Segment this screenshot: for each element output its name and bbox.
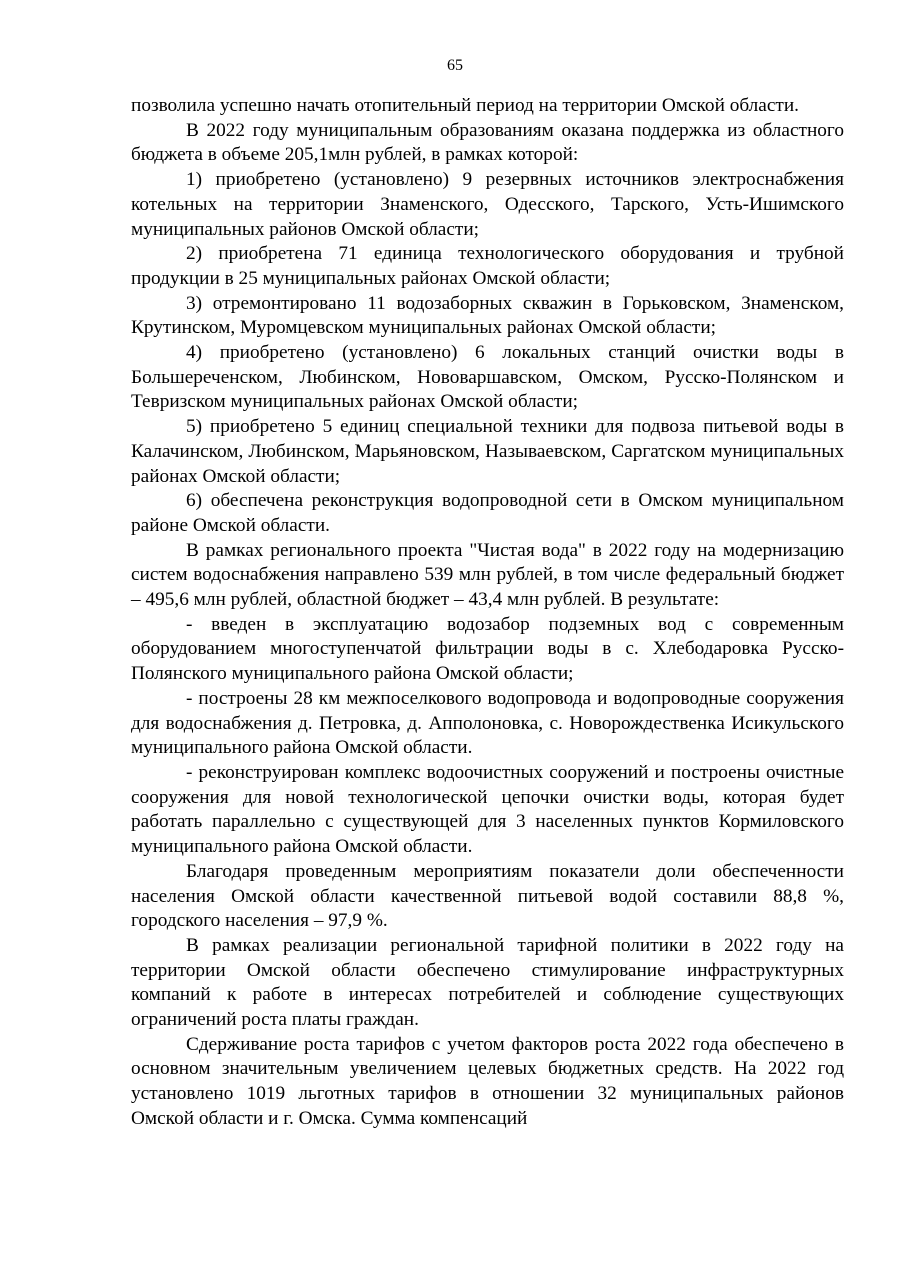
list-item-water-wells: 3) отремонтировано 11 водозаборных скважин в Горьковском, Знаменском, Крутинском, Муромцевском муниципальных районах Омской области; — [131, 292, 844, 339]
list-item-power-sources: 1) приобретено (установлено) 9 резервных источников электроснабжения котельных на территории Знаменского, Одесского, Тарского, Усть-Ишимского муниципальных районов Омской области; — [131, 169, 844, 240]
list-item-purification-stations: 4) приобретено (установлено) 6 локальных станций очистки воды в Большереченском, Любинском, Нововаршавском, Омском, Русско-Полянском и Тевризском муниципальных районах Омской области; — [131, 342, 844, 413]
document-body — [131, 94, 844, 1132]
paragraph-tariff-policy: В рамках реализации региональной тарифной политики в 2022 году на территории Омской области обеспечено стимулирование инфраструктурных компаний к работе в интересах потребителей и соблюдение существующих ограничений роста платы граждан. — [131, 934, 844, 1031]
paragraph-heating-season: позволила успешно начать отопительный период на территории Омской области. — [131, 95, 799, 116]
bullet-item-water-intake: - введен в эксплуатацию водозабор подземных вод с современным оборудованием многоступенчатой фильтрации воды в с. Хлебодаровка Русско-Полянского муниципального района Омской области; — [131, 613, 844, 685]
list-item-special-vehicles: 5) приобретено 5 единиц специальной техники для подвоза питьевой воды в Калачинском, Любинском, Марьяновском, Называевском, Саргатском муниципальных районах Омской области; — [131, 416, 844, 487]
paragraph-clean-water-project: В рамках регионального проекта "Чистая вода" в 2022 году на модернизацию систем водоснабжения направлено 539 млн рублей, в том числе федеральный бюджет – 495,6 млн рублей, областной бюджет – 43,4 млн рублей. В результате: — [131, 539, 844, 611]
list-item-equipment: 2) приобретена 71 единица технологического оборудования и трубной продукции в 25 муниципальных районах Омской области; — [131, 243, 844, 289]
paragraph-municipal-support: В 2022 году муниципальным образованиям оказана поддержка из областного бюджета в объеме 205,1млн рублей, в рамках которой: — [131, 119, 844, 166]
paragraph-tariff-containment: Сдерживание роста тарифов с учетом факторов роста 2022 года обеспечено в основном значительным увеличением целевых бюджетных средств. На 2022 год установлено 1019 льготных тарифов в отношении 32 муниципальных районов Омской области и г. Омска. Сумма компенсаций — [131, 1033, 844, 1129]
bullet-item-water-pipeline: - построены 28 км межпоселкового водопровода и водопроводные сооружения для водоснабжения д. Петровка, д. Апполоновка, с. Новорождественка Исикульского муниципального района Омской области. — [131, 687, 844, 759]
paragraph-water-quality-indicators: Благодаря проведенным мероприятиям показатели доли обеспеченности населения Омской области качественной питьевой водой составили 88,8 %, городского населения – 97,9 %. — [131, 860, 844, 932]
list-item-network-reconstruction: 6) обеспечена реконструкция водопроводной сети в Омском муниципальном районе Омской области. — [131, 490, 844, 536]
page-number: 65 — [447, 57, 463, 74]
bullet-item-treatment-complex: - реконструирован комплекс водоочистных сооружений и построены очистные сооружения для новой технологической цепочки очистки воды, которая будет работать параллельно с существующей для 3 населенных пунктов Кормиловского муниципального района Омской области. — [131, 761, 844, 858]
